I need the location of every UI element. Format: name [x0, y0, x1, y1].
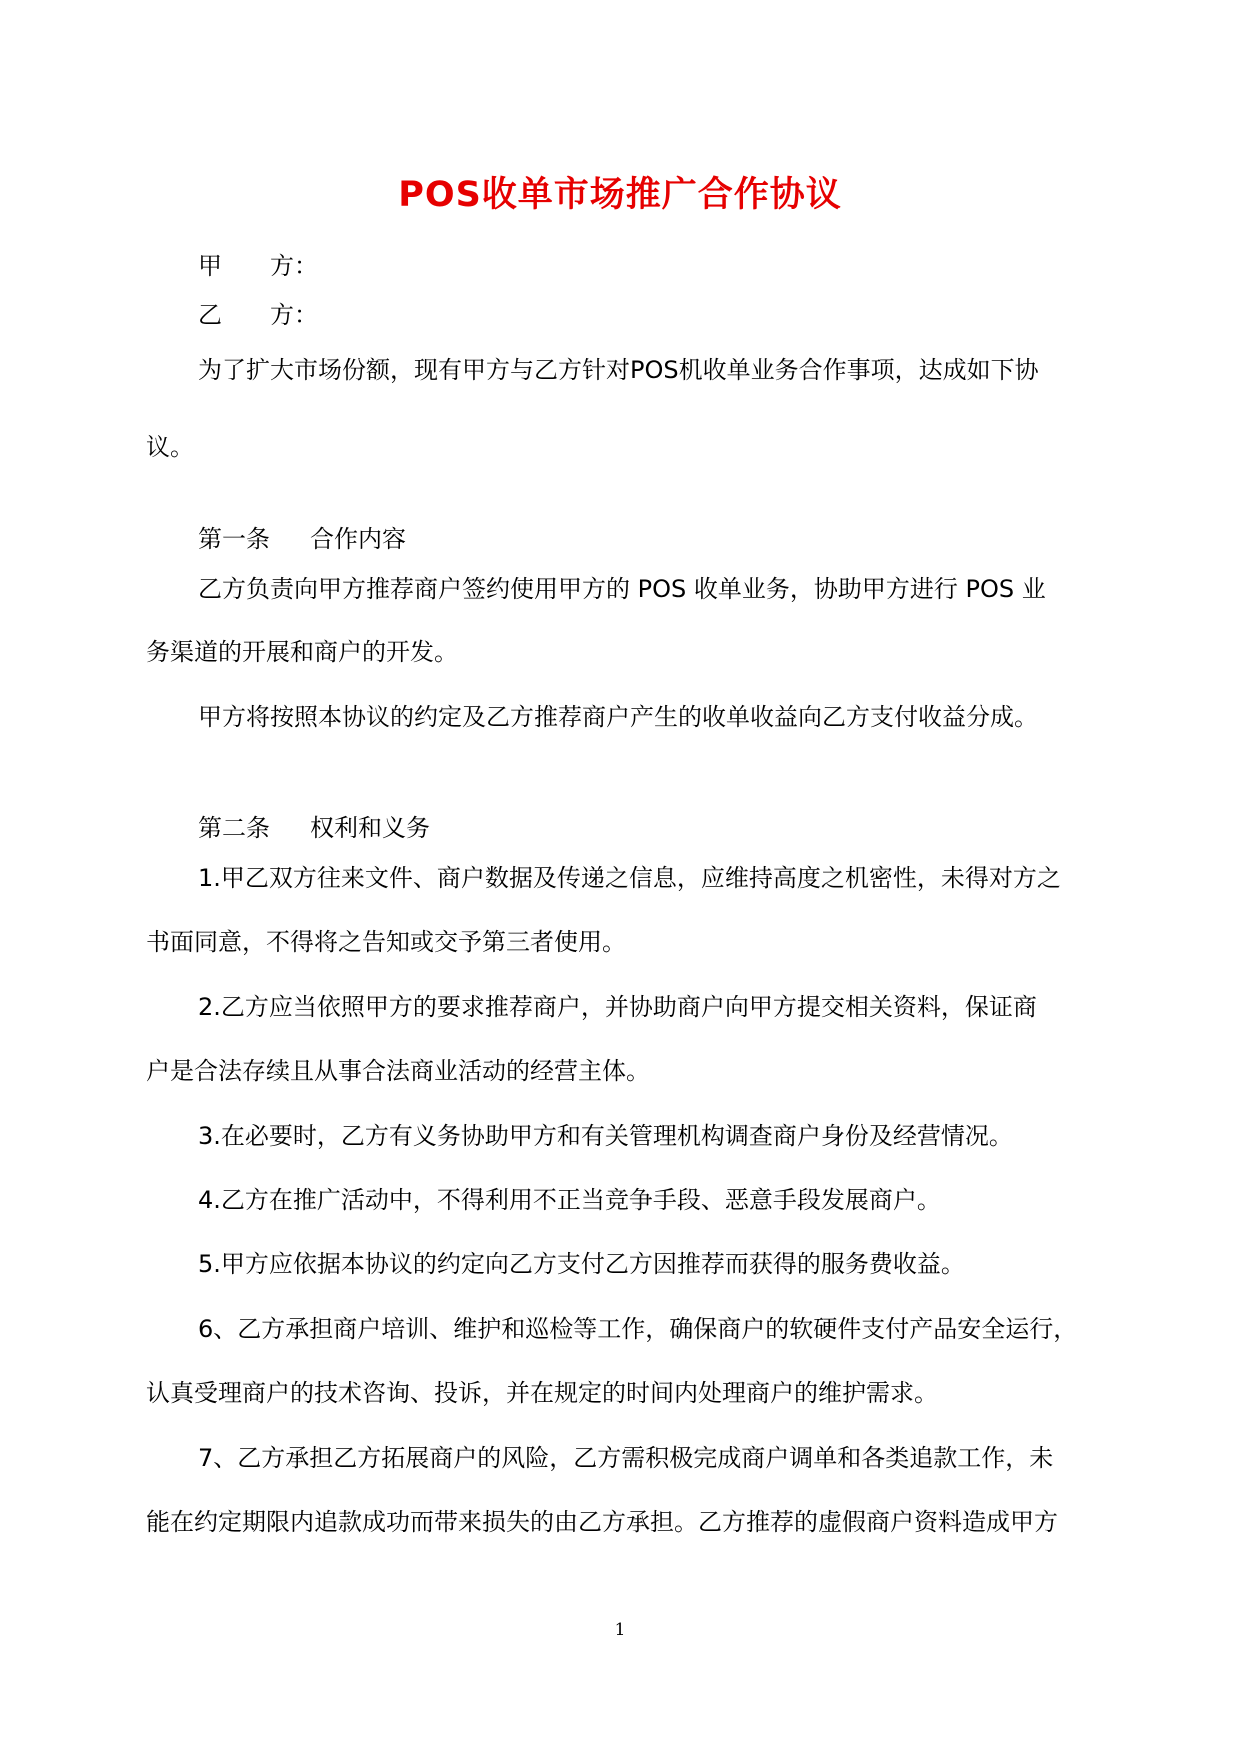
- article-2-line-1: 1.甲乙双方往来文件、商户数据及传递之信息，应维持高度之机密性，未得对方之: [198, 864, 1061, 892]
- article-2-line-9: 认真受理商户的技术咨询、投诉，并在规定的时间内处理商户的维护需求。: [146, 1379, 938, 1407]
- intro-line-1: 为了扩大市场份额，现有甲方与乙方针对POS机收单业务合作事项，达成如下协: [198, 356, 1039, 384]
- article-1-number: 第一条: [198, 525, 270, 553]
- article-1-title: 合作内容: [310, 525, 406, 553]
- article-1-line-1: 乙方负责向甲方推荐商户签约使用甲方的 POS 收单业务，协助甲方进行 POS 业: [198, 575, 1046, 603]
- article-2-line-11: 能在约定期限内追款成功而带来损失的由乙方承担。乙方推荐的虚假商户资料造成甲方: [146, 1508, 1058, 1536]
- article-2-line-6: 4.乙方在推广活动中，不得利用不正当竞争手段、恶意手段发展商户。: [198, 1186, 941, 1214]
- article-2-line-7: 5.甲方应依据本协议的约定向乙方支付乙方因推荐而获得的服务费收益。: [198, 1250, 965, 1278]
- document-title: POS收单市场推广合作协议: [398, 175, 842, 215]
- party-b-label-2: 方：: [270, 301, 318, 329]
- article-2-line-5: 3.在必要时，乙方有义务协助甲方和有关管理机构调查商户身份及经营情况。: [198, 1122, 1013, 1150]
- page-number: 1: [614, 1620, 626, 1640]
- article-2-line-3: 2.乙方应当依照甲方的要求推荐商户，并协助商户向甲方提交相关资料，保证商: [198, 993, 1037, 1021]
- article-2-line-10: 7、乙方承担乙方拓展商户的风险，乙方需积极完成商户调单和各类追款工作，未: [198, 1444, 1054, 1472]
- party-b-label-1: 乙: [198, 301, 222, 329]
- article-1-line-2: 务渠道的开展和商户的开发。: [146, 638, 458, 666]
- article-2-number: 第二条: [198, 814, 270, 842]
- article-1-line-3: 甲方将按照本协议的约定及乙方推荐商户产生的收单收益向乙方支付收益分成。: [198, 703, 1038, 731]
- article-2-line-8: 6、乙方承担商户培训、维护和巡检等工作，确保商户的软硬件支付产品安全运行，: [198, 1315, 1078, 1343]
- article-2-line-4: 户是合法存续且从事合法商业活动的经营主体。: [146, 1057, 650, 1085]
- article-2-title: 权利和义务: [310, 814, 430, 842]
- article-1-heading: [198, 524, 406, 554]
- intro-line-2: 议。: [146, 433, 194, 461]
- article-2-line-2: 书面同意，不得将之告知或交予第三者使用。: [146, 928, 626, 956]
- article-2-heading: [198, 813, 430, 843]
- party-a-label-2: 方：: [270, 252, 318, 280]
- party-a-label-1: 甲: [198, 252, 222, 280]
